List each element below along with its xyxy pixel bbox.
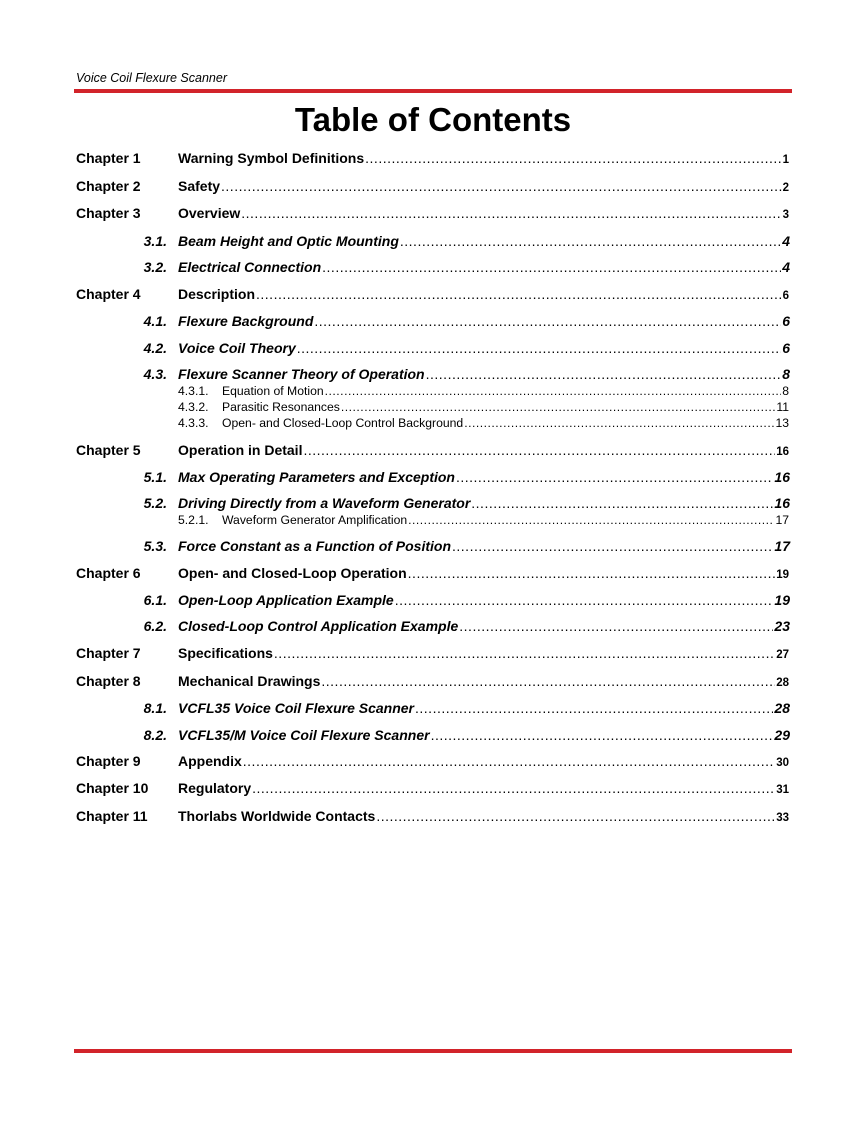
toc-entry-number: 6.1. xyxy=(143,592,167,608)
toc-entry-page: 29 xyxy=(774,727,790,743)
toc-entry-number: 5.3. xyxy=(143,538,167,554)
toc-entry-number: 4.3.3. xyxy=(178,416,209,430)
toc-entry-section[interactable] xyxy=(0,618,866,634)
toc-entry-title: Max Operating Parameters and Exception xyxy=(178,469,455,485)
toc-entry-title: Thorlabs Worldwide Contacts xyxy=(178,808,376,824)
toc-entry-chapter[interactable] xyxy=(0,442,866,458)
toc-entry-number: Chapter 5 xyxy=(76,442,141,458)
toc-entry-number: Chapter 9 xyxy=(76,753,141,769)
toc-entry-number: Chapter 10 xyxy=(76,780,149,796)
toc-entry-title: Operation in Detail xyxy=(178,442,303,458)
toc-entry-number: 4.3.1. xyxy=(178,384,209,398)
toc-entry-number: 4.3.2. xyxy=(178,400,209,414)
dot-leader xyxy=(464,416,774,430)
toc-entry-page: 4 xyxy=(782,233,790,249)
toc-entry-number: 4.1. xyxy=(143,313,167,329)
toc-entry-number: Chapter 8 xyxy=(76,673,141,689)
dot-leader xyxy=(341,400,775,414)
toc-entry-title: VCFL35 Voice Coil Flexure Scanner xyxy=(178,700,415,716)
dot-leader xyxy=(415,700,773,716)
toc-entry-number: 4.2. xyxy=(143,340,167,356)
toc-entry-page: 19 xyxy=(774,592,790,608)
toc-entry-number: 8.2. xyxy=(143,727,167,743)
dot-leader xyxy=(431,727,774,743)
toc-entry-number: Chapter 6 xyxy=(76,565,141,581)
running-header: Voice Coil Flexure Scanner xyxy=(76,71,227,85)
dot-leader xyxy=(274,645,775,661)
toc-entry-number: Chapter 2 xyxy=(76,178,141,194)
dot-leader xyxy=(241,205,781,221)
toc-entry-page: 3 xyxy=(782,209,789,221)
toc-entry-section[interactable] xyxy=(0,700,866,716)
toc-entry-title: Regulatory xyxy=(178,780,252,796)
toc-entry-number: 8.1. xyxy=(143,700,167,716)
toc-entry-subsection[interactable] xyxy=(0,416,866,430)
toc-entry-title: Flexure Background xyxy=(178,313,314,329)
dot-leader xyxy=(321,673,775,689)
toc-entry-section[interactable] xyxy=(0,592,866,608)
dot-leader xyxy=(395,592,774,608)
dot-leader xyxy=(325,384,782,398)
toc-entry-number: Chapter 11 xyxy=(76,808,148,824)
dot-leader xyxy=(297,340,781,356)
toc-entry-number: 3.1. xyxy=(143,233,167,249)
toc-entry-chapter[interactable] xyxy=(0,150,866,166)
toc-entry-chapter[interactable] xyxy=(0,205,866,221)
toc-entry-page: 19 xyxy=(776,569,789,581)
toc-entry-page: 11 xyxy=(776,400,789,414)
toc-entry-title: Driving Directly from a Waveform Generator xyxy=(178,495,471,511)
toc-entry-title: Open- and Closed-Loop Operation xyxy=(178,565,407,581)
dot-leader xyxy=(471,495,773,511)
toc-entry-page: 13 xyxy=(775,416,789,430)
dot-leader xyxy=(365,150,781,166)
toc-entry-page: 16 xyxy=(774,495,790,511)
toc-entry-title: Parasitic Resonances xyxy=(222,400,340,414)
toc-entry-number: 5.2. xyxy=(143,495,167,511)
toc-entry-title: Appendix xyxy=(178,753,242,769)
toc-entry-chapter[interactable] xyxy=(0,673,866,689)
dot-leader xyxy=(400,233,781,249)
toc-entry-page: 6 xyxy=(782,340,790,356)
toc-entry-page: 28 xyxy=(774,700,790,716)
toc-entry-chapter[interactable] xyxy=(0,780,866,796)
toc-entry-title: Voice Coil Theory xyxy=(178,340,296,356)
toc-entry-section[interactable] xyxy=(0,538,866,554)
toc-entry-title: Specifications xyxy=(178,645,273,661)
toc-entry-title: Overview xyxy=(178,205,241,221)
toc-entry-title: Open-Loop Application Example xyxy=(178,592,394,608)
toc-entry-page: 6 xyxy=(782,313,790,329)
toc-entry-number: Chapter 4 xyxy=(76,286,141,302)
toc-entry-title: Equation of Motion xyxy=(222,384,324,398)
toc-entry-page: 4 xyxy=(782,259,790,275)
footer-rule xyxy=(74,1049,792,1053)
dot-leader xyxy=(459,618,773,634)
dot-leader xyxy=(426,366,782,382)
toc-entry-title: Safety xyxy=(178,178,221,194)
dot-leader xyxy=(303,442,775,458)
toc-entry-section[interactable] xyxy=(0,495,866,511)
toc-entry-page: 8 xyxy=(782,366,790,382)
dot-leader xyxy=(243,753,775,769)
dot-leader xyxy=(456,469,773,485)
toc-entry-number: Chapter 1 xyxy=(76,150,141,166)
toc-entry-page: 16 xyxy=(776,446,789,458)
toc-entry-section[interactable] xyxy=(0,313,866,329)
toc-entry-subsection[interactable] xyxy=(0,513,866,527)
toc-entry-title: Waveform Generator Amplification xyxy=(222,513,408,527)
dot-leader xyxy=(256,286,782,302)
toc-entry-section[interactable] xyxy=(0,469,866,485)
toc-entry-page: 28 xyxy=(776,677,789,689)
toc-entry-page: 31 xyxy=(776,784,789,796)
toc-entry-subsection[interactable] xyxy=(0,384,866,398)
toc-entry-page: 1 xyxy=(782,154,789,166)
toc-entry-page: 27 xyxy=(776,649,789,661)
toc-entry-page: 2 xyxy=(782,182,789,194)
page-title: Table of Contents xyxy=(294,101,572,138)
toc-entry-title: Electrical Connection xyxy=(178,259,322,275)
toc-entry-title: VCFL35/M Voice Coil Flexure Scanner xyxy=(178,727,430,743)
toc-entry-title: Flexure Scanner Theory of Operation xyxy=(178,366,425,382)
toc-entry-page: 33 xyxy=(776,812,789,824)
toc-entry-chapter[interactable] xyxy=(0,178,866,194)
toc-entry-number: Chapter 3 xyxy=(76,205,141,221)
toc-entry-number: 6.2. xyxy=(143,618,167,634)
toc-entry-title: Beam Height and Optic Mounting xyxy=(178,233,399,249)
dot-leader xyxy=(314,313,781,329)
toc-entry-subsection[interactable] xyxy=(0,400,866,414)
toc-entry-section[interactable] xyxy=(0,259,866,275)
toc-entry-page: 17 xyxy=(774,538,790,554)
dot-leader xyxy=(408,513,774,527)
dot-leader xyxy=(322,259,781,275)
toc-entry-number: 4.3. xyxy=(143,366,167,382)
dot-leader xyxy=(376,808,775,824)
toc-entry-title: Closed-Loop Control Application Example xyxy=(178,618,459,634)
toc-entry-title: Force Constant as a Function of Position xyxy=(178,538,452,554)
toc-entry-page: 23 xyxy=(774,618,790,634)
toc-entry-chapter[interactable] xyxy=(0,753,866,769)
toc-entry-title: Open- and Closed-Loop Control Background xyxy=(222,416,464,430)
toc-entry-chapter[interactable] xyxy=(0,808,866,824)
toc-entry-title: Description xyxy=(178,286,256,302)
toc-entry-page: 8 xyxy=(782,384,789,398)
dot-leader xyxy=(408,565,776,581)
dot-leader xyxy=(221,178,782,194)
toc-entry-number: 5.2.1. xyxy=(178,513,209,527)
toc-entry-page: 17 xyxy=(775,513,789,527)
dot-leader xyxy=(452,538,773,554)
dot-leader xyxy=(252,780,775,796)
toc-entry-page: 30 xyxy=(776,757,789,769)
toc-entry-number: 5.1. xyxy=(143,469,167,485)
toc-entry-section[interactable] xyxy=(0,727,866,743)
toc-entry-page: 6 xyxy=(782,290,789,302)
toc-entry-title: Mechanical Drawings xyxy=(178,673,321,689)
toc-entry-number: Chapter 7 xyxy=(76,645,141,661)
toc-entry-chapter[interactable] xyxy=(0,565,866,581)
toc-entry-section[interactable] xyxy=(0,366,866,382)
toc-entry-page: 16 xyxy=(774,469,790,485)
toc-entry-number: 3.2. xyxy=(143,259,167,275)
toc-entry-section[interactable] xyxy=(0,340,866,356)
toc-entry-chapter[interactable] xyxy=(0,286,866,302)
toc-entry-title: Warning Symbol Definitions xyxy=(178,150,365,166)
toc-entry-section[interactable] xyxy=(0,233,866,249)
toc-entry-chapter[interactable] xyxy=(0,645,866,661)
